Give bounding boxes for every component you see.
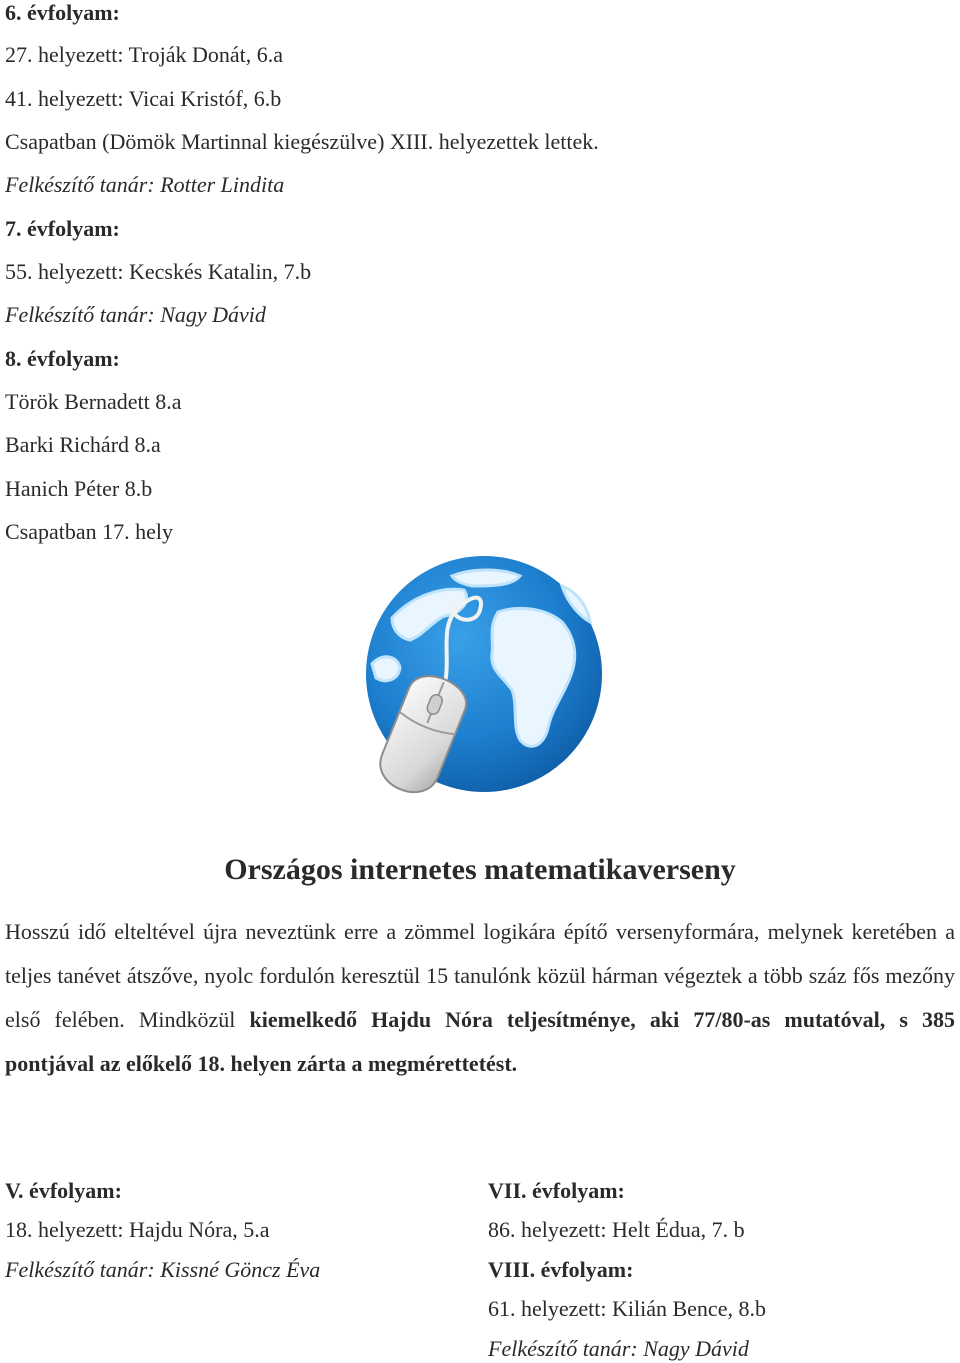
teacher-line: Felkészítő tanár: Kissné Göncz Éva [5, 1257, 321, 1282]
team-result-line: Csapatban 17. hely [5, 519, 174, 544]
grade-7-result-heading: VII. évfolyam: [488, 1178, 625, 1203]
grade-7-heading: 7. évfolyam: [5, 216, 120, 241]
teacher-line: Felkészítő tanár: Nagy Dávid [488, 1336, 749, 1361]
teacher-line: Felkészítő tanár: Rotter Lindita [5, 172, 285, 197]
article-paragraph [5, 910, 955, 1086]
result-line: 27. helyezett: Troják Donát, 6.a [5, 42, 284, 67]
grade-8-result-heading: VIII. évfolyam: [488, 1257, 634, 1282]
student-line: Barki Richárd 8.a [5, 432, 161, 457]
grade-6-heading: 6. évfolyam: [5, 0, 120, 25]
teacher-line: Felkészítő tanár: Nagy Dávid [5, 302, 266, 327]
paragraph-highlight: kiemelkedő Hajdu Nóra teljesítménye, aki 77/80-as mutatóval, s 385 pontjával az előkelő 18. helyen zárta a megmérettetést. [5, 1007, 955, 1076]
grade-8-heading: 8. évfolyam: [5, 346, 120, 371]
student-line: Hanich Péter 8.b [5, 476, 153, 501]
result-line: 86. helyezett: Helt Édua, 7. b [488, 1217, 745, 1242]
result-line: 41. helyezett: Vicai Kristóf, 6.b [5, 86, 282, 111]
grade-5-heading: V. évfolyam: [5, 1178, 122, 1203]
result-line: 61. helyezett: Kilián Bence, 8.b [488, 1296, 766, 1321]
student-line: Török Bernadett 8.a [5, 389, 182, 414]
result-line: 18. helyezett: Hajdu Nóra, 5.a [5, 1217, 270, 1242]
team-result-line: Csapatban (Dömök Martinnal kiegészülve) XIII. helyezettek lettek. [5, 129, 599, 154]
globe-mouse-icon [352, 556, 608, 812]
result-line: 55. helyezett: Kecskés Katalin, 7.b [5, 259, 312, 284]
paragraph-text: Hosszú idő elteltével újra neveztünk erre a zömmel logikára építő versenyformára, melynek keretében a teljes tanévet átszőve, nyolc fordulón keresztül 15 tanulónk közül hárman végeztek a több száz fős mezőny első felében. Mindközül [5, 919, 955, 1032]
article-title: Országos internetes matematikaverseny [224, 853, 736, 886]
